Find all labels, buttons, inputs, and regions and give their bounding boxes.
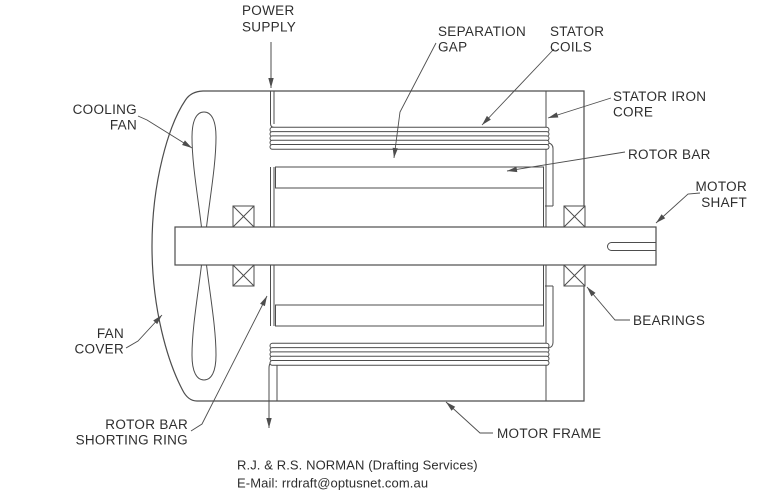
label-cooling-fan-line1: COOLING xyxy=(72,102,137,117)
leader-fan-cover xyxy=(126,315,162,348)
bearing-left-bottom xyxy=(233,265,254,286)
label-rotor-bar-shorting-ring xyxy=(76,417,188,448)
leader-bearings xyxy=(587,287,630,320)
label-stator-iron-core-line2: CORE xyxy=(613,104,654,120)
label-stator-iron-core-line1: STATOR IRON xyxy=(613,89,707,104)
label-motor-shaft-line2: SHAFT xyxy=(701,195,747,210)
credit-email: E-Mail: rrdraft@optusnet.com.au xyxy=(237,475,429,491)
leader-motor-shaft xyxy=(656,193,700,223)
bearing-right-bottom xyxy=(564,265,585,286)
label-cooling-fan xyxy=(73,102,137,133)
motor-shaft-body xyxy=(175,227,656,265)
credit-block xyxy=(237,458,478,491)
label-separation-gap-line1: SEPARATION xyxy=(438,24,527,39)
label-fan-cover-line2: COVER xyxy=(74,341,124,357)
label-rotor-bar: ROTOR BAR xyxy=(628,147,711,162)
label-motor-frame: MOTOR FRAME xyxy=(497,426,602,441)
stator-coils-top xyxy=(270,127,549,149)
label-cooling-fan-line2: FAN xyxy=(109,117,137,133)
label-fan-cover xyxy=(74,326,124,357)
label-stator-iron-core xyxy=(613,89,706,120)
bearing-right-top xyxy=(564,206,585,227)
label-stator-coils-line1: STATOR xyxy=(550,24,605,39)
label-fan-cover-line1: FAN xyxy=(96,326,124,341)
leader-motor-frame xyxy=(446,402,493,433)
label-bearings: BEARINGS xyxy=(633,313,706,328)
label-power-supply-line1: POWER xyxy=(242,3,295,18)
label-shorting-ring-line2: SHORTING RING xyxy=(75,432,188,448)
label-stator-coils-line2: COILS xyxy=(550,39,593,55)
label-power-supply-line2: SUPPLY xyxy=(242,19,297,35)
bearing-left-top xyxy=(233,206,254,227)
label-motor-shaft xyxy=(696,179,748,210)
label-stator-coils xyxy=(550,24,604,55)
credit-author: R.J. & R.S. NORMAN (Drafting Services) xyxy=(237,457,478,473)
stator-coils-bottom xyxy=(270,343,549,365)
label-power-supply xyxy=(242,3,296,35)
label-motor-shaft-line1: MOTOR xyxy=(695,179,747,194)
label-separation-gap-line2: GAP xyxy=(438,39,468,55)
label-separation-gap xyxy=(438,24,526,55)
label-shorting-ring-line1: ROTOR BAR xyxy=(105,417,188,432)
